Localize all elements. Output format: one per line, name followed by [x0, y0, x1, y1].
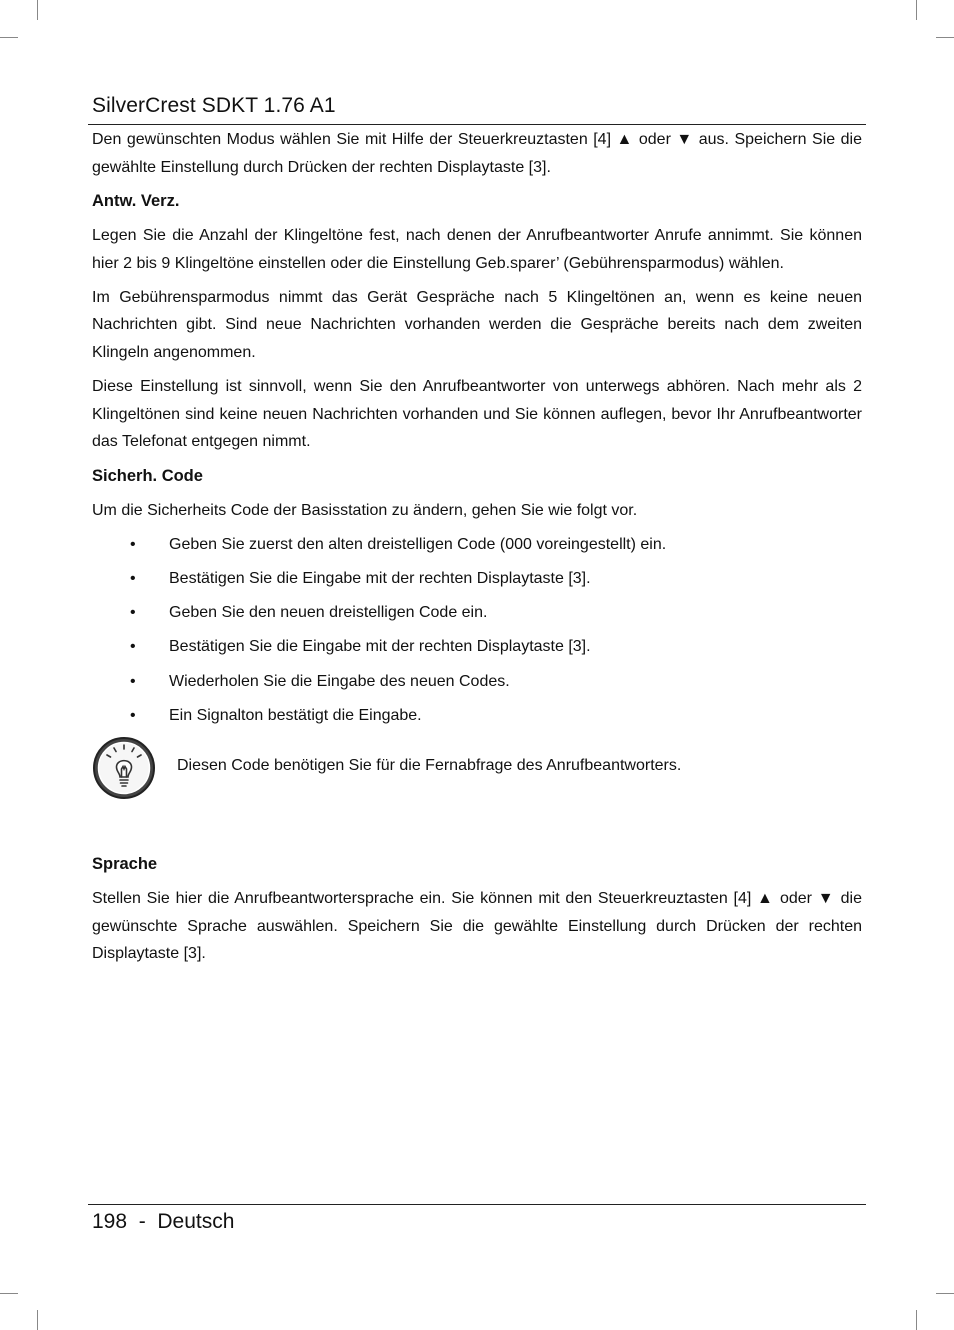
bullet-icon: •	[130, 604, 136, 622]
list-item: • Ein Signalton bestätigt die Eingabe.	[92, 702, 862, 730]
page-number: 198 - Deutsch	[92, 1210, 235, 1233]
list-item: • Geben Sie den neuen dreistelligen Code ein.	[92, 599, 862, 627]
header-divider	[88, 124, 866, 125]
heading-sicherh-code: Sicherh. Code	[92, 466, 203, 485]
crop-mark	[916, 0, 917, 20]
antw-paragraph-3: Diese Einstellung ist sinnvoll, wenn Sie den Anrufbeantworter von unterwegs abhören. Nach mehr als 2 Klingeltönen sind keine neuen Nachrichten vorhanden und Sie können auflegen, bevor Ihr Anrufbeantworter das Telefonat entgegen nimmt.	[92, 378, 862, 451]
code-intro-paragraph: Um die Sicherheits Code der Basisstation zu ändern, gehen Sie wie folgt vor.	[92, 501, 638, 519]
code-steps-list	[92, 531, 862, 730]
tip-box	[92, 736, 862, 806]
page-content	[92, 126, 862, 975]
bullet-icon: •	[130, 706, 136, 724]
antw-paragraph-2: Im Gebührensparmodus nimmt das Gerät Gespräche nach 5 Klingeltönen an, wenn es keine neuen Nachrichten gibt. Sind neue Nachrichten vorhanden werden die Gespräche bereits nach dem zweiten Klingeln angenommen.	[92, 288, 862, 361]
crop-mark	[936, 1293, 954, 1294]
list-item: • Wiederholen Sie die Eingabe des neuen Codes.	[92, 668, 862, 696]
intro-paragraph: Den gewünschten Modus wählen Sie mit Hilfe der Steuerkreuztasten [4] ▲ oder ▼ aus. Speichern Sie die gewählte Einstellung durch Drücken der rechten Displaytaste [3].	[92, 131, 862, 176]
sprache-paragraph: Stellen Sie hier die Anrufbeantwortersprache ein. Sie können mit den Steuerkreuztasten [4] ▲ oder ▼ die gewünschte Sprache auswählen. Speichern Sie die gewählte Einstellung durch Drücken der rechten Displaytaste [3].	[92, 890, 862, 963]
crop-mark	[936, 37, 954, 38]
crop-mark	[37, 1310, 38, 1330]
list-item: • Bestätigen Sie die Eingabe mit der rechten Displaytaste [3].	[92, 633, 862, 661]
list-item: • Bestätigen Sie die Eingabe mit der rechten Displaytaste [3].	[92, 565, 862, 593]
lightbulb-icon	[92, 736, 156, 800]
crop-mark	[37, 0, 38, 20]
crop-mark	[916, 1310, 917, 1330]
antw-paragraph-1: Legen Sie die Anzahl der Klingeltöne fest, nach denen der Anrufbeantworter Anrufe annimmt. Sie können hier 2 bis 9 Klingeltöne einstellen oder die Einstellung Geb.sparer’ (Gebührensparmodus) wählen.	[92, 226, 862, 272]
bullet-icon: •	[130, 672, 136, 690]
heading-sprache: Sprache	[92, 855, 158, 873]
footer-divider	[88, 1204, 866, 1205]
bullet-icon: •	[130, 535, 136, 553]
crop-mark	[0, 1293, 18, 1294]
list-item: • Geben Sie zuerst den alten dreistelligen Code (000 voreingestellt) ein.	[92, 531, 862, 559]
bullet-icon: •	[130, 638, 136, 656]
page-title: SilverCrest SDKT 1.76 A1	[92, 94, 336, 117]
tip-text: Diesen Code benötigen Sie für die Fernabfrage des Anrufbeantworters.	[177, 757, 682, 774]
bullet-icon: •	[130, 570, 136, 588]
heading-antw-verz: Antw. Verz.	[92, 191, 180, 210]
crop-mark	[0, 37, 18, 38]
